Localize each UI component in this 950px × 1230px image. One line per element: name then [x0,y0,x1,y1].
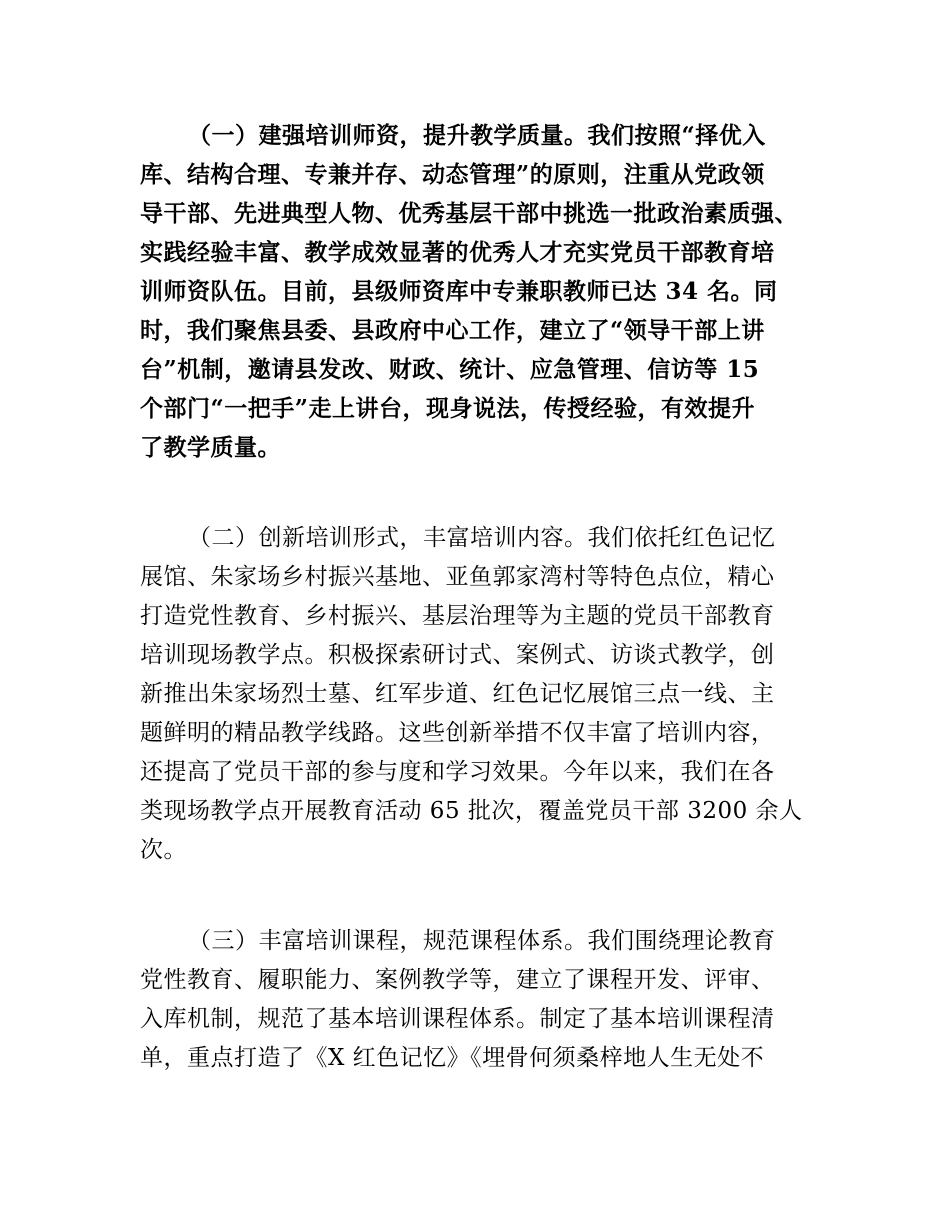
text-line: 导干部、先进典型人物、优秀基层干部中挑选一批政治素质强、 [140,200,798,227]
text-line: 时，我们聚焦县委、县政府中心工作，建立了“领导干部上讲 [140,317,765,344]
text-line: 展馆、朱家场乡村振兴基地、亚鱼郭家湾村等特色点位，精心 [140,564,775,590]
text-line: （三）丰富培训课程，规范课程体系。我们围绕理论教育 [188,928,776,954]
text-line: 个部门“一把手”走上讲台，现身说法，传授经验，有效提升 [140,395,755,422]
text-line: 新推出朱家场烈士墓、红军步道、红色记忆展馆三点一线、主 [140,681,775,707]
text-line: 库、结构合理、专兼并存、动态管理”的原则，注重从党政领 [140,161,765,188]
paragraph-3 [140,922,820,1078]
text-line: （一）建强培训师资，提升教学质量。我们按照“择优入 [188,122,766,149]
text-line: 次。 [140,837,187,863]
text-line: 实践经验丰富、教学成效显著的优秀人才充实党员干部教育培 [140,239,775,266]
text-line: 类现场教学点开展教育活动 65 批次，覆盖党员干部 3200 余人 [140,798,803,824]
text-line: 单，重点打造了《X 红色记忆》《埋骨何须桑梓地人生无处不 [140,1045,765,1071]
text-line: 了教学质量。 [140,434,281,461]
text-line: 题鲜明的精品教学线路。这些创新举措不仅丰富了培训内容， [140,720,775,746]
text-line: 还提高了党员干部的参与度和学习效果。今年以来，我们在各 [140,759,775,785]
text-line: 训师资队伍。目前，县级师资库中专兼职教师已达 34 名。同 [140,278,778,305]
paragraph-2 [140,519,820,870]
text-line: 打造党性教育、乡村振兴、基层治理等为主题的党员干部教育 [140,603,775,629]
text-line: （二）创新培训形式，丰富培训内容。我们依托红色记忆 [188,525,776,551]
text-line: 入库机制，规范了基本培训课程体系。制定了基本培训课程清 [140,1006,775,1032]
paragraph-1 [140,116,820,467]
text-line: 党性教育、履职能力、案例教学等，建立了课程开发、评审、 [140,967,775,993]
text-line: 台”机制，邀请县发改、财政、统计、应急管理、信访等 15 [140,356,760,383]
text-line: 培训现场教学点。积极探索研讨式、案例式、访谈式教学，创 [140,642,775,668]
